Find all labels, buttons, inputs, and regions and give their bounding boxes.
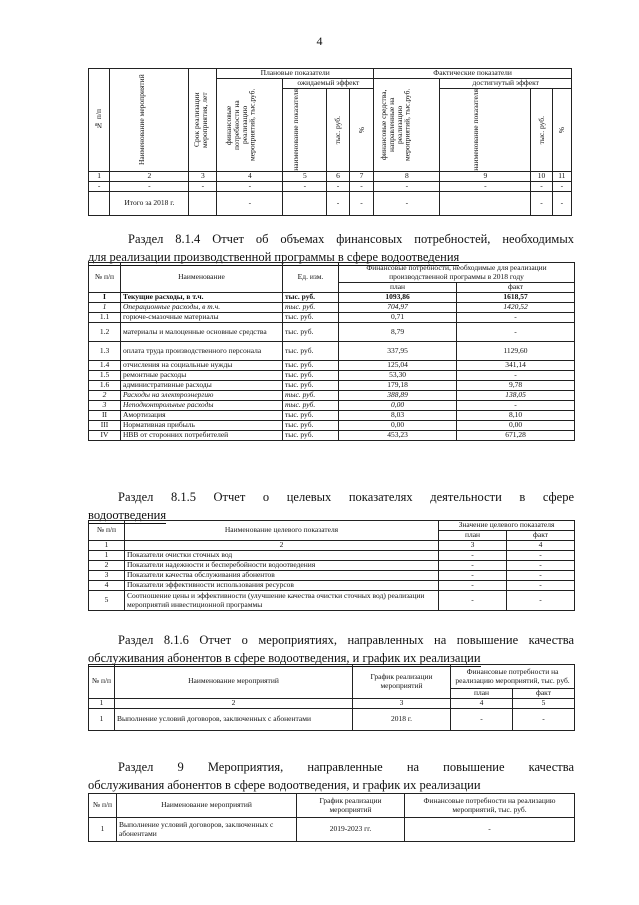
cell-plan: 388,89: [339, 391, 457, 401]
cell-name: Амортизация: [121, 411, 283, 421]
cell-plan: 453,23: [339, 431, 457, 441]
cell-fact: 8,10: [457, 411, 575, 421]
cell-name: Операционные расходы, в т.ч.: [121, 303, 283, 313]
header-num: № п/п: [89, 521, 125, 541]
cell-num: 1: [89, 551, 125, 561]
cell: 11: [552, 171, 571, 181]
table-row: [89, 561, 575, 571]
table-row-total: [89, 191, 572, 215]
header-name: Наименование целевого показателя: [125, 521, 439, 541]
cell-name: административные расходы: [121, 381, 283, 391]
heading-line: Раздел 9 Мероприятия, направленные на повышение качества: [118, 760, 574, 774]
table-row-dash: [89, 181, 572, 191]
cell-unit: тыс. руб.: [283, 293, 339, 303]
cell: -: [552, 191, 571, 215]
cell: 9: [440, 171, 531, 181]
cell-num: IV: [89, 431, 121, 441]
header-indicator-name: наименование показателя: [283, 89, 327, 172]
cell-fact: 1618,57: [457, 293, 575, 303]
cell-name: материалы и малоценные основные средства: [121, 323, 283, 342]
header-plan: план: [439, 531, 507, 541]
cell-fact: -: [457, 313, 575, 323]
table-row: [89, 381, 575, 391]
cell-num: 3: [89, 571, 125, 581]
cell-unit: тыс. руб.: [283, 323, 339, 342]
cell: -: [283, 181, 327, 191]
cell-plan: 0,71: [339, 313, 457, 323]
cell-unit: тыс. руб.: [283, 303, 339, 313]
cell-fact: -: [507, 581, 575, 591]
table-row: [89, 431, 575, 441]
cell: -: [374, 191, 440, 215]
table-row: [89, 371, 575, 381]
heading-line: Раздел 8.1.6 Отчет о мероприятиях, направленных на повышение качества: [118, 633, 574, 647]
header-fin-need: финансовые потребности на реализацию мероприятий, тыс.руб.: [217, 79, 283, 172]
table-row: [89, 293, 575, 303]
cell-fact: -: [457, 401, 575, 411]
cell: 1: [89, 709, 115, 731]
cell: Выполнение условий договоров, заключенных с абонентами: [115, 709, 353, 731]
cell: [283, 191, 327, 215]
cell-fact: 1129,60: [457, 342, 575, 361]
cell-name: Неподконтрольные расходы: [121, 401, 283, 411]
table-fin-needs: [88, 262, 575, 441]
cell-num: 1: [89, 303, 121, 313]
header-thousand-rub: тыс. руб.: [327, 89, 349, 172]
cell: 1: [89, 541, 125, 551]
cell-plan: 179,18: [339, 381, 457, 391]
cell: 2: [125, 541, 439, 551]
table-row-col-numbers: [89, 171, 572, 181]
table-row: [89, 818, 575, 842]
cell-unit: тыс. руб.: [283, 391, 339, 401]
cell-plan: 1093,86: [339, 293, 457, 303]
header-percent: %: [349, 89, 374, 172]
header-plan: план: [451, 689, 513, 699]
heading-line: Раздел 8.1.4 Отчет об объемах финансовых потребностей, необходимых: [128, 232, 574, 246]
header-term: Срок реализации мероприятия, лет: [189, 69, 217, 172]
cell-num: 1.3: [89, 342, 121, 361]
table-measures: [88, 68, 572, 216]
cell: 1: [89, 699, 115, 709]
header-value: Значение целевого показателя: [439, 521, 575, 531]
heading-line: обслуживания абонентов в сфере водоотведения, и график их реализации: [88, 651, 481, 668]
cell-name: Текущие расходы, в т.ч.: [121, 293, 283, 303]
table-row: [89, 421, 575, 431]
cell-num: II: [89, 411, 121, 421]
header-fin-need: Финансовые потребности, необходимые для реализации производственной программы в 2018 году: [339, 263, 575, 283]
cell-plan: 0,00: [339, 421, 457, 431]
cell: -: [405, 818, 575, 842]
cell: 3: [189, 171, 217, 181]
table-row: [89, 411, 575, 421]
header-fin-spent: финансовые средства, направленные на реализацию мероприятий, тыс.руб.: [374, 79, 440, 172]
cell-fact: -: [507, 551, 575, 561]
cell-plan: 8,79: [339, 323, 457, 342]
cell-unit: тыс. руб.: [283, 421, 339, 431]
header-fin: Финансовые потребности на реализацию мероприятий, тыс. руб.: [451, 665, 575, 689]
cell-plan: 8,03: [339, 411, 457, 421]
cell-plan: 125,04: [339, 361, 457, 371]
table-row: [89, 361, 575, 371]
section-9-heading: [88, 760, 574, 794]
cell-unit: тыс. руб.: [283, 401, 339, 411]
cell-name: Соотношение цены и эффективности (улучшение качества очистки сточных вод) реализации мероприятий инвестиционной программы: [125, 591, 439, 611]
header-schedule: График реализации мероприятий: [353, 665, 451, 699]
cell-fact: -: [507, 571, 575, 581]
cell: 1: [89, 171, 110, 181]
table-row: [89, 313, 575, 323]
cell: 7: [349, 171, 374, 181]
table-row: [89, 709, 575, 731]
header-actual: Фактические показатели: [374, 69, 572, 79]
cell: -: [531, 191, 552, 215]
cell-name: Показатели эффективности использования ресурсов: [125, 581, 439, 591]
cell-fact: 671,28: [457, 431, 575, 441]
table-row: [89, 303, 575, 313]
cell: -: [349, 181, 374, 191]
heading-line: обслуживания абонентов в сфере водоотведения, и график их реализации: [88, 778, 481, 795]
cell-name: отчисления на социальные нужды: [121, 361, 283, 371]
table-measures-816: [88, 664, 575, 731]
table-row: [89, 581, 575, 591]
table-row: [89, 571, 575, 581]
table-row: [89, 323, 575, 342]
cell-plan: -: [439, 551, 507, 561]
table-row-col-numbers: [89, 541, 575, 551]
cell: [89, 191, 110, 215]
cell: -: [513, 709, 575, 731]
header-plan: план: [339, 283, 457, 293]
cell-name: горюче-смазочные материалы: [121, 313, 283, 323]
table-row-col-numbers: [89, 699, 575, 709]
header-name: Наименование: [121, 263, 283, 293]
cell: 4: [507, 541, 575, 551]
cell: 3: [353, 699, 451, 709]
cell-num: 1.5: [89, 371, 121, 381]
table-row: [89, 342, 575, 361]
cell: 10: [531, 171, 552, 181]
cell: -: [327, 191, 349, 215]
cell-name: ремонтные расходы: [121, 371, 283, 381]
cell-name: НВВ от сторонних потребителей: [121, 431, 283, 441]
page-number: 4: [316, 34, 323, 48]
table-row: [89, 401, 575, 411]
cell-num: 2: [89, 561, 125, 571]
header-schedule: График реализации мероприятий: [297, 794, 405, 818]
cell: 2019-2023 гг.: [297, 818, 405, 842]
cell-num: III: [89, 421, 121, 431]
cell-unit: тыс. руб.: [283, 381, 339, 391]
table-row: [89, 391, 575, 401]
header-fact: факт: [457, 283, 575, 293]
cell-num: 1.4: [89, 361, 121, 371]
cell-num: 2: [89, 391, 121, 401]
cell-num: 4: [89, 581, 125, 591]
header-percent-2: %: [552, 89, 571, 172]
cell: 2018 г.: [353, 709, 451, 731]
header-num: № п/п: [89, 665, 115, 699]
cell-num: 1.1: [89, 313, 121, 323]
cell-num: 3: [89, 401, 121, 411]
cell-fact: 1420,52: [457, 303, 575, 313]
cell: 4: [217, 171, 283, 181]
cell: 5: [513, 699, 575, 709]
cell: -: [349, 191, 374, 215]
cell: -: [552, 181, 571, 191]
cell: 2: [110, 171, 189, 181]
header-thousand-rub-2: тыс. руб.: [531, 89, 552, 172]
header-fin: Финансовые потребности на реализацию мероприятий, тыс. руб.: [405, 794, 575, 818]
cell: [440, 191, 531, 215]
header-name: Наименование мероприятий: [115, 665, 353, 699]
cell: -: [531, 181, 552, 191]
heading-line: для реализации производственной программы в сфере водоотведения: [88, 250, 459, 267]
cell-fact: -: [457, 323, 575, 342]
table-row: [89, 551, 575, 561]
cell-plan: 704,97: [339, 303, 457, 313]
cell: -: [189, 181, 217, 191]
header-achieved-effect: достигнутый эффект: [440, 79, 572, 89]
cell: -: [440, 181, 531, 191]
header-name: Наименование мероприятий: [110, 69, 189, 172]
heading-line: Раздел 8.1.5 Отчет о целевых показателях деятельности в сфере: [118, 490, 574, 504]
cell: -: [451, 709, 513, 731]
cell: -: [110, 181, 189, 191]
cell-unit: тыс. руб.: [283, 361, 339, 371]
header-indicator-name-2: наименование показателя: [440, 89, 531, 172]
cell: 4: [451, 699, 513, 709]
cell: -: [217, 191, 283, 215]
table-targets: [88, 520, 575, 611]
header-planned: Плановые показатели: [217, 69, 374, 79]
cell: -: [217, 181, 283, 191]
cell-unit: тыс. руб.: [283, 411, 339, 421]
cell-num: 1.2: [89, 323, 121, 342]
cell: -: [89, 181, 110, 191]
header-num: № п/п: [89, 69, 110, 172]
cell-unit: тыс. руб.: [283, 371, 339, 381]
cell: 6: [327, 171, 349, 181]
cell-num: 5: [89, 591, 125, 611]
cell-plan: -: [439, 581, 507, 591]
cell: 3: [439, 541, 507, 551]
cell-fact: -: [457, 371, 575, 381]
cell-unit: тыс. руб.: [283, 313, 339, 323]
cell: 8: [374, 171, 440, 181]
header-unit: Ед. изм.: [283, 263, 339, 293]
cell-plan: -: [439, 591, 507, 611]
cell-unit: тыс. руб.: [283, 431, 339, 441]
header-fact: факт: [507, 531, 575, 541]
cell-fact: -: [507, 591, 575, 611]
cell-num: I: [89, 293, 121, 303]
total-label: Итого за 2018 г.: [110, 191, 189, 215]
cell-unit: тыс. руб.: [283, 342, 339, 361]
cell: [189, 191, 217, 215]
cell: -: [374, 181, 440, 191]
cell-name: Показатели качества обслуживания абонентов: [125, 571, 439, 581]
header-name: Наименование мероприятий: [117, 794, 297, 818]
header-expected-effect: ожидаемый эффект: [283, 79, 374, 89]
cell: 5: [283, 171, 327, 181]
section-816-heading: [88, 633, 574, 667]
cell-fact: 138,05: [457, 391, 575, 401]
cell-name: Нормативная прибыль: [121, 421, 283, 431]
cell-name: оплата труда производственного персонала: [121, 342, 283, 361]
cell-fact: 0,00: [457, 421, 575, 431]
cell: -: [327, 181, 349, 191]
table-measures-9: [88, 793, 575, 842]
header-num: № п/п: [89, 794, 117, 818]
cell: Выполнение условий договоров, заключенных с абонентами: [117, 818, 297, 842]
cell-plan: -: [439, 561, 507, 571]
cell: 2: [115, 699, 353, 709]
cell-name: Показатели надежности и бесперебойности водоотведения: [125, 561, 439, 571]
header-num: № п/п: [89, 263, 121, 293]
header-fact: факт: [513, 689, 575, 699]
cell-fact: 9,78: [457, 381, 575, 391]
cell-plan: 337,95: [339, 342, 457, 361]
cell: 1: [89, 818, 117, 842]
cell-name: Показатели очистки сточных вод: [125, 551, 439, 561]
table-row: [89, 591, 575, 611]
cell-plan: 0,00: [339, 401, 457, 411]
cell-fact: -: [507, 561, 575, 571]
heading-line: водоотведения: [88, 508, 166, 525]
cell-plan: 53,30: [339, 371, 457, 381]
cell-num: 1.6: [89, 381, 121, 391]
cell-plan: -: [439, 571, 507, 581]
cell-fact: 341,14: [457, 361, 575, 371]
cell-name: Расходы на электроэнергию: [121, 391, 283, 401]
